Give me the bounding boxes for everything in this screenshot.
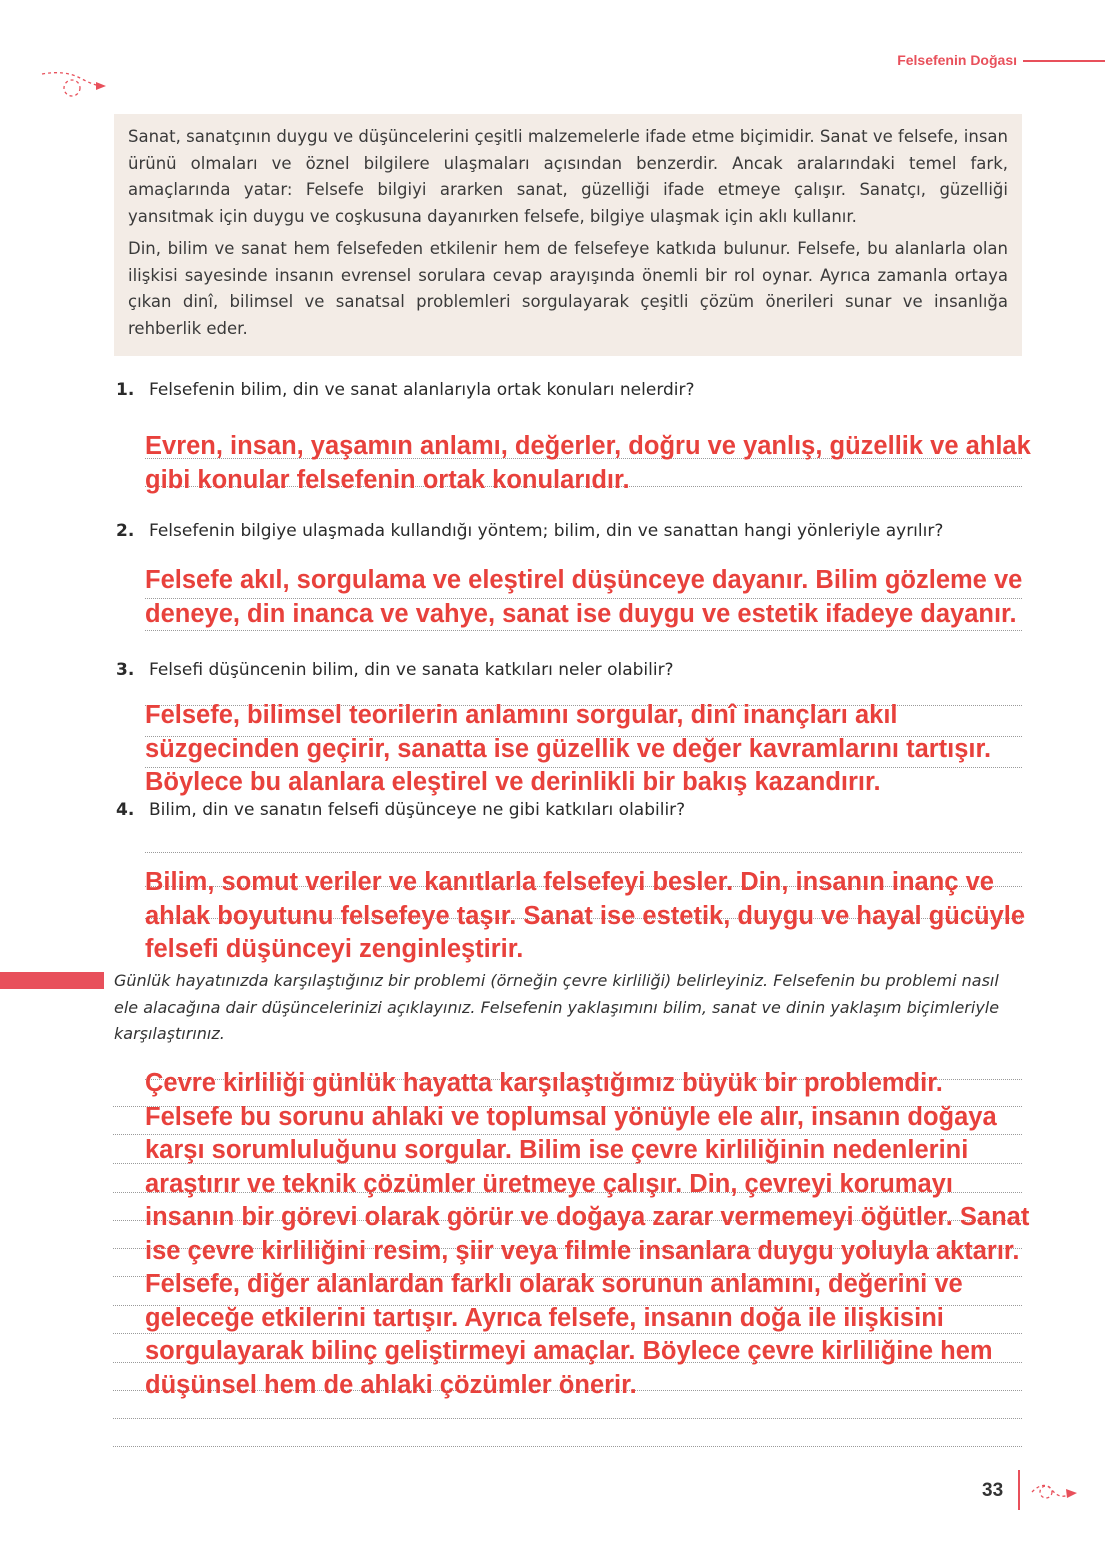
answer-3: Felsefe, bilimsel teorilerin anlamını sorgular, dinî inançları akıl süzgecinden geçirir, sanatta ise güzellik ve değer kavramlarını tartışır. Böylece bu alanlara eleştirel ve derinlikli bir bakış kazandırır. [145, 701, 992, 796]
activity-prompt: Günlük hayatınızda karşılaştığınız bir problemi (örneğin çevre kirliliği) belirleyiniz. Felsefenin bu problemi nasıl ele alacağına dair düşüncelerinizi açıklayınız. Felsefenin yaklaşımını bilim, sanat ve dinin yaklaşım biçimleriyle karşılaştırınız. [114, 971, 1000, 1043]
section-title: Felsefenin Doğası [897, 52, 1017, 68]
header-rule [1023, 60, 1105, 62]
question-number: 2. [116, 521, 135, 541]
answer-1: Evren, insan, yaşamın anlamı, değerler, doğru ve yanlış, güzellik ve ahlak gibi konular felsefenin ortak konularıdır. [145, 432, 1031, 494]
question-1 [116, 380, 695, 400]
question-4 [116, 800, 685, 820]
info-box [114, 114, 1022, 356]
question-text: Felsefenin bilgiye ulaşmada kullandığı yöntem; bilim, din ve sanattan hangi yönleriyle ayrılır? [149, 521, 944, 541]
page-number: 33 [982, 1480, 1004, 1501]
answer-line [113, 1446, 1022, 1447]
question-3 [116, 660, 674, 680]
answer-line [145, 852, 1022, 853]
question-text: Felsefenin bilim, din ve sanat alanlarıyla ortak konuları nelerdir? [149, 380, 695, 400]
question-2 [116, 521, 943, 541]
dashed-arrow-icon [40, 68, 110, 108]
question-number: 4. [116, 800, 135, 820]
answer-line [113, 1418, 1022, 1419]
page-number-separator [1018, 1470, 1020, 1510]
answer-2: Felsefe akıl, sorgulama ve eleştirel düşünceye dayanır. Bilim gözleme ve deneye, din inanca ve vahye, sanat ise duygu ve estetik ifadeye dayanır. [145, 566, 1023, 628]
dashed-arrow-icon [1030, 1470, 1080, 1510]
question-number: 1. [116, 380, 135, 400]
activity-answer: Çevre kirliliği günlük hayatta karşılaştığımız büyük bir problemdir. Felsefe bu sorunu ahlaki ve toplumsal yönüyle ele alır, insanın doğaya karşı sorumluluğunu sorgular. Bilim ise çevre kirliliğinin nedenlerini araştırır ve teknik çözümler üretmeye çalışır. Din, çevreyi korumayı insanın bir görevi olarak görür ve doğaya zarar vermemeyi öğütler. Sanat ise çevre kirliliğini resim, şiir veya filmle insanlara duygu yoluyla aktarır. Felsefe, diğer alanlardan farklı olarak sorunun anlamını, değerini ve geleceğe etkilerini tartışır. Ayrıca felsefe, insanın doğa ile ilişkisini sorgulayarak bilinç geliştirmeyi amaçlar. Böylece çevre kirliliğine hem düşünsel hem de ahlaki çözümler önerir. [145, 1069, 1030, 1399]
question-number: 3. [116, 660, 135, 680]
answer-4: Bilim, somut veriler ve kanıtlarla felsefeyi besler. Din, insanın inanç ve ahlak boyutunu felsefeye taşır. Sanat ise estetik, duygu ve hayal gücüyle felsefi düşünceyi zenginleştirir. [145, 868, 1026, 963]
activity-marker [0, 972, 104, 989]
question-text: Bilim, din ve sanatın felsefi düşünceye ne gibi katkıları olabilir? [149, 800, 686, 820]
info-paragraph-2: Din, bilim ve sanat hem felsefeden etkilenir hem de felsefeye katkıda bulunur. Felsefe, bu alanlarla olan ilişkisi sayesinde insanın evrensel sorulara cevap arayışında önemli bir rol oynar. Ayrıca zamanla ortaya çıkan dinî, bilimsel ve sanatsal problemleri sorgulayarak çeşitli çözüm önerileri sunar ve insanlığa rehberlik eder. [128, 239, 1008, 338]
question-text: Felsefi düşüncenin bilim, din ve sanata katkıları neler olabilir? [149, 660, 674, 680]
info-paragraph-1: Sanat, sanatçının duygu ve düşüncelerini çeşitli malzemelerle ifade etme biçimidir. Sanat ve felsefe, insan ürünü olmaları ve öznel bilgilere ulaşmaları açısından benzerdir. Ancak aralarındaki temel fark, amaçlarında yatar: Felsefe bilgiyi ararken sanat, güzelliği ifade etmeye çalışır. Sanatçı, güzelliği yansıtmak için duygu ve coşkusuna dayanırken felsefe, bilgiye ulaşmak için aklı kullanır. [128, 127, 1008, 226]
